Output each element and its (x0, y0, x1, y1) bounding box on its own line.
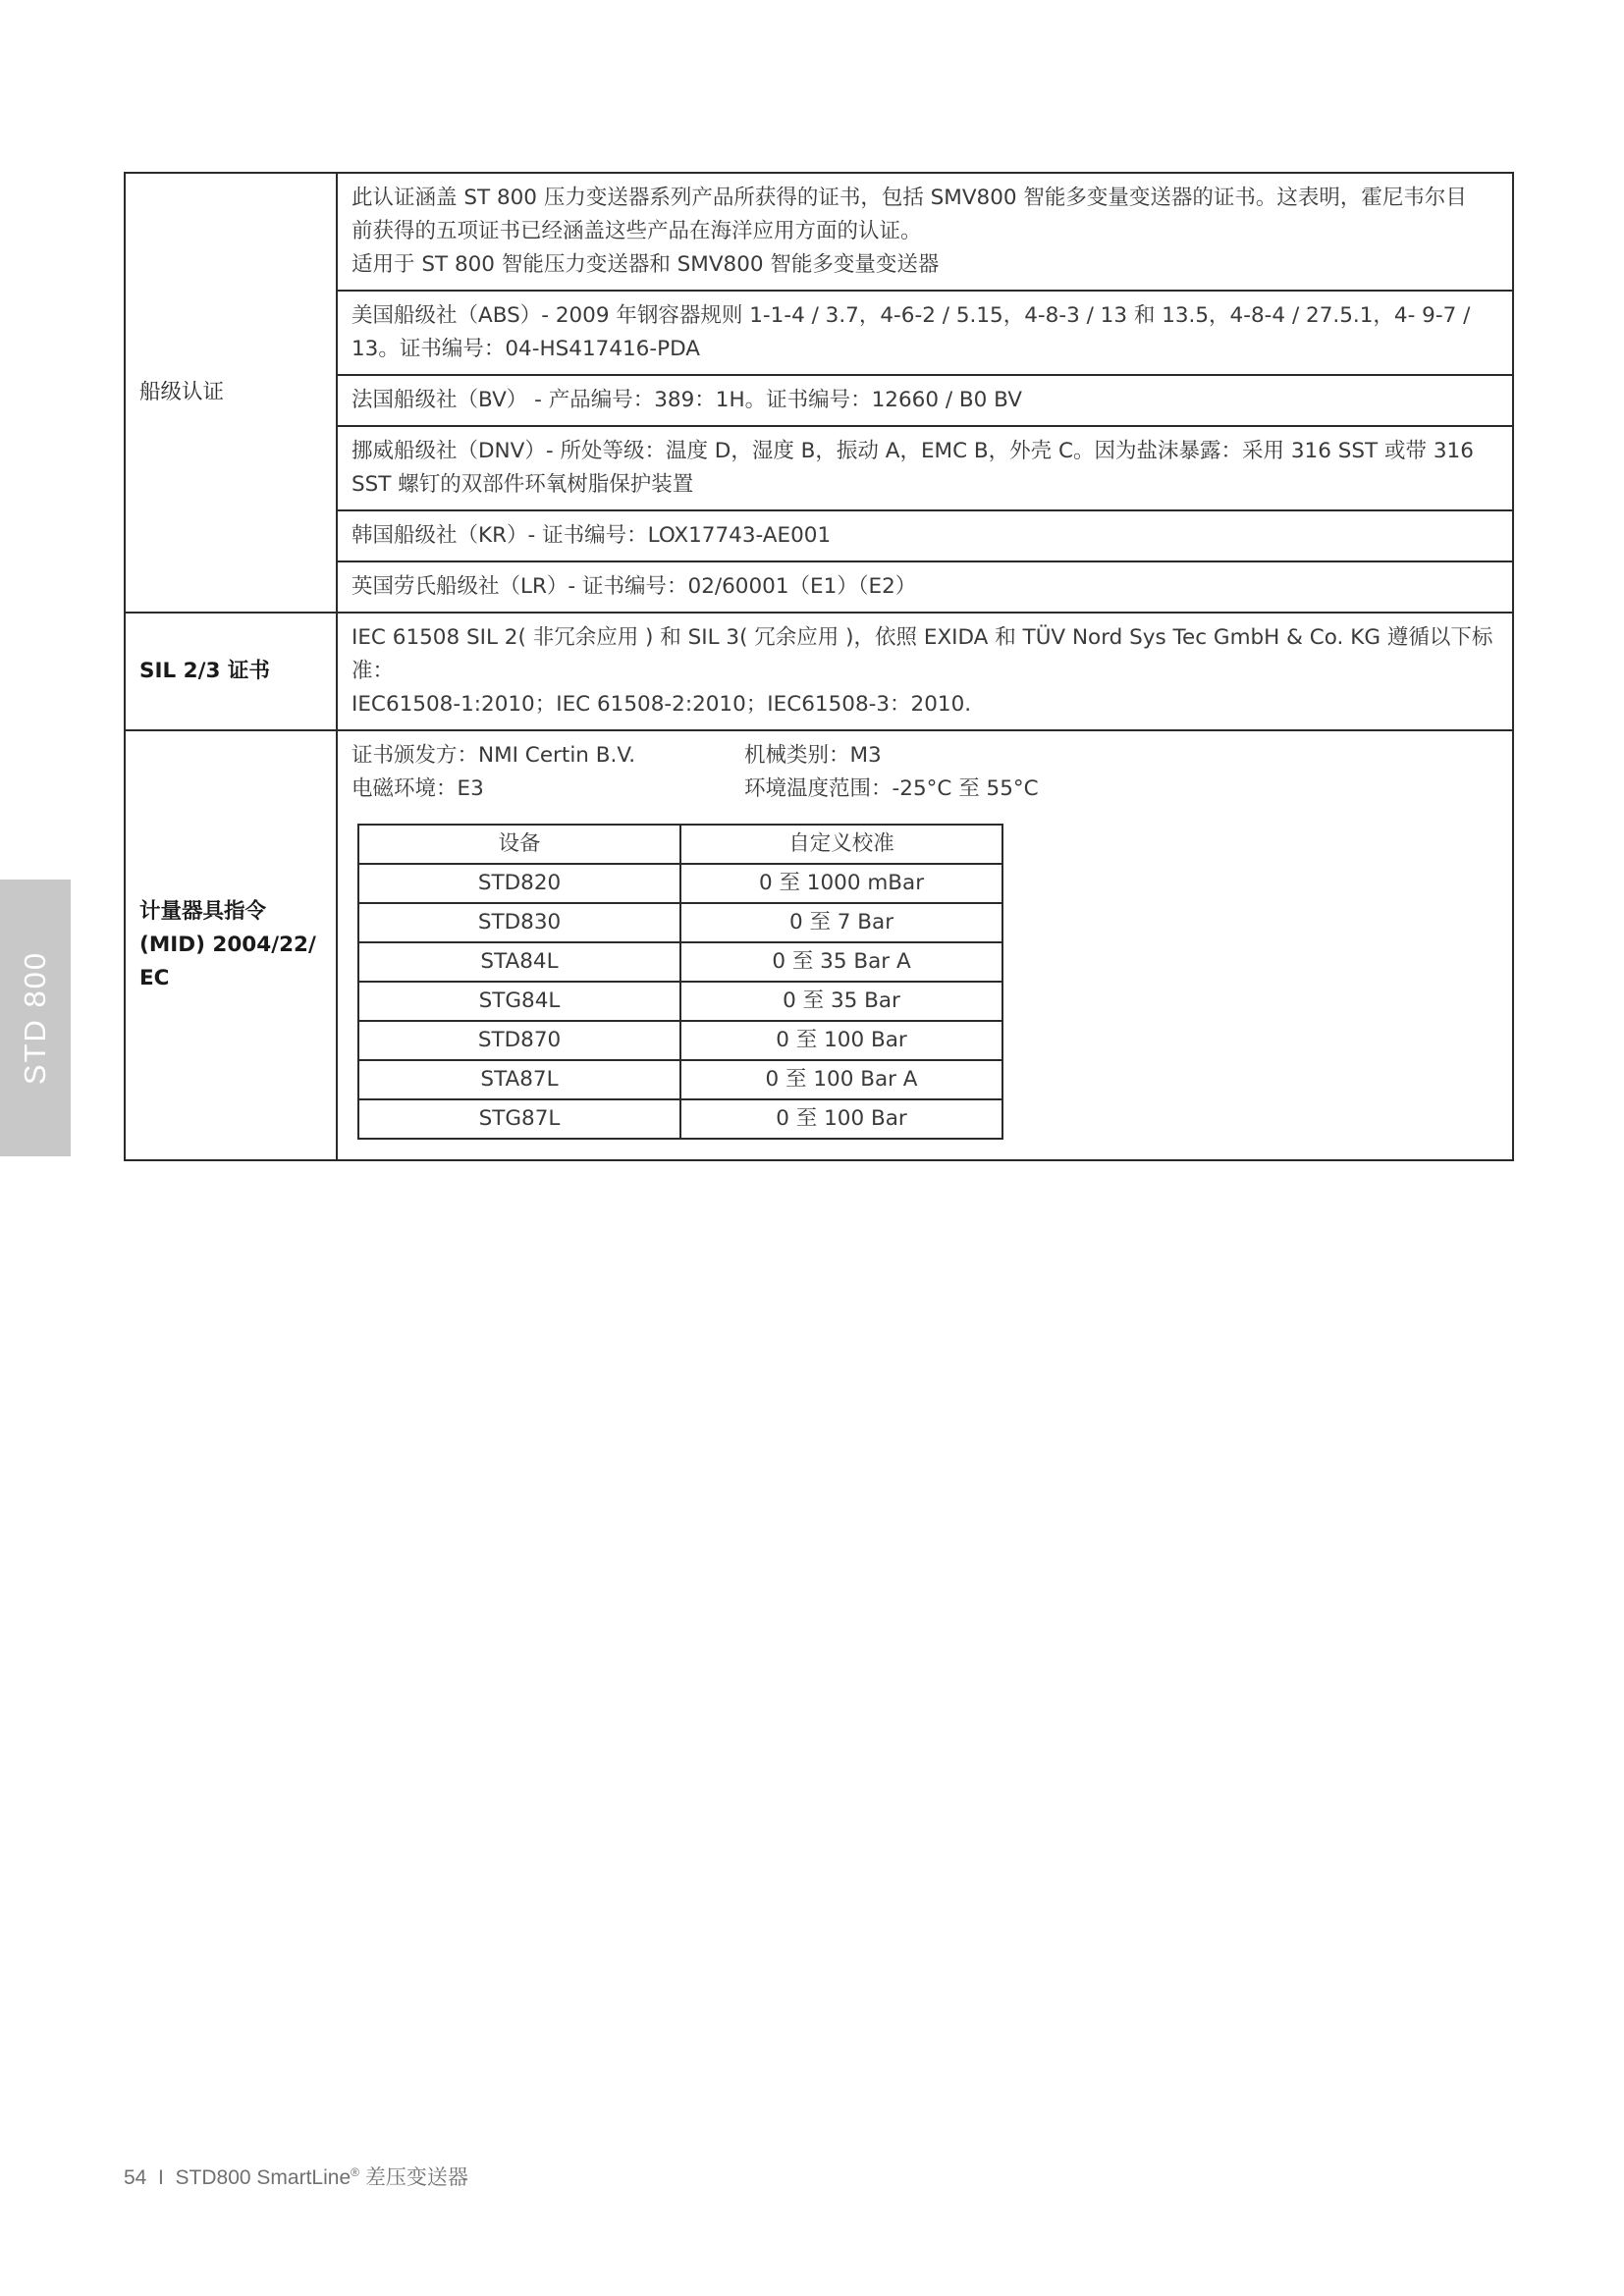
marine-kr: 韩国船级社（KR）- 证书编号：LOX17743-AE001 (337, 510, 1513, 561)
mid-label (125, 730, 337, 1160)
calibration-cell: 0 至 100 Bar (680, 1021, 1002, 1060)
marine-dnv (337, 426, 1513, 510)
marine-intro (337, 173, 1513, 291)
text-line: 挪威船级社（DNV）- 所处等级：温度 D，湿度 B，振动 A，EMC B，外壳 C。因为盐沫暴露：采用 316 SST 或带 316 (352, 439, 1474, 463)
text-line: IEC61508-1:2010；IEC 61508-2:2010；IEC61508-3：2010. (352, 692, 972, 717)
text-line: SST 螺钉的双部件环氧树脂保护装置 (352, 472, 694, 497)
page-number: 54 (124, 2166, 147, 2189)
marine-lr: 英国劳氏船级社（LR）- 证书编号：02/60001（E1）（E2） (337, 561, 1513, 613)
mid-temp-range: 环境温度范围：-25°C 至 55°C (744, 776, 1039, 801)
calibration-cell: 0 至 7 Bar (680, 903, 1002, 942)
marine-label: 船级认证 (125, 173, 337, 613)
table-row (358, 982, 1002, 1021)
table-row (358, 942, 1002, 982)
calibration-cell: 0 至 100 Bar (680, 1099, 1002, 1139)
marine-bv: 法国船级社（BV） - 产品编号：389：1H。证书编号：12660 / B0 BV (337, 375, 1513, 426)
marine-intro-row (125, 173, 1513, 291)
device-cell: STA84L (358, 942, 680, 982)
text-line: EC (139, 966, 170, 990)
mid-issuer: 证书颁发方：NMI Certin B.V. (352, 743, 636, 768)
text-line: 适用于 ST 800 智能压力变送器和 SMV800 智能多变量变送器 (352, 252, 940, 277)
sil-label: SIL 2/3 证书 (125, 613, 337, 730)
mid-emc-env: 电磁环境：E3 (352, 776, 484, 801)
text-line: IEC 61508 SIL 2( 非冗余应用 ) 和 SIL 3( 冗余应用 )，依照 EXIDA 和 TÜV Nord Sys Tec GmbH & Co. KG 遵循以下标准： (352, 625, 1493, 683)
registered-mark: ® (351, 2165, 359, 2179)
calibration-table (357, 824, 1003, 1140)
header-device: 设备 (358, 825, 680, 864)
footer-title-suffix: 差压变送器 (358, 2166, 468, 2189)
device-cell: STD820 (358, 864, 680, 903)
text-line: 美国船级社（ABS）- 2009 年钢容器规则 1-1-4 / 3.7，4-6-2 / 5.15，4-8-3 / 13 和 13.5，4-8-4 / 27.5.1，4- 9-7 / (352, 303, 1471, 328)
sil-row (125, 613, 1513, 730)
mid-details (352, 739, 1498, 806)
marine-abs (337, 291, 1513, 375)
table-row (358, 903, 1002, 942)
calibration-cell: 0 至 100 Bar A (680, 1060, 1002, 1099)
footer-separator: I (158, 2166, 164, 2189)
footer-title: STD800 SmartLine (175, 2166, 352, 2189)
mid-row (125, 730, 1513, 1160)
calibration-cell: 0 至 35 Bar (680, 982, 1002, 1021)
calibration-cell: 0 至 35 Bar A (680, 942, 1002, 982)
table-row (358, 1099, 1002, 1139)
text-line: 前获得的五项证书已经涵盖这些产品在海洋应用方面的认证。 (352, 219, 922, 243)
text-line: 13。证书编号：04-HS417416-PDA (352, 337, 700, 361)
device-cell: STD870 (358, 1021, 680, 1060)
table-row (358, 864, 1002, 903)
device-cell: STG87L (358, 1099, 680, 1139)
header-calibration: 自定义校准 (680, 825, 1002, 864)
device-cell: STD830 (358, 903, 680, 942)
text-line: 此认证涵盖 ST 800 压力变送器系列产品所获得的证书，包括 SMV800 智能多变量变送器的证书。这表明，霍尼韦尔目 (352, 186, 1467, 210)
page-footer (124, 2162, 468, 2191)
side-tab (0, 880, 71, 1156)
mid-body (337, 730, 1513, 1160)
sil-body (337, 613, 1513, 730)
table-row (358, 1021, 1002, 1060)
calibration-cell: 0 至 1000 mBar (680, 864, 1002, 903)
text-line: (MID) 2004/22/ (139, 933, 316, 957)
device-cell: STA87L (358, 1060, 680, 1099)
text-line: 计量器具指令 (139, 899, 267, 924)
device-cell: STG84L (358, 982, 680, 1021)
mid-mech-class: 机械类别：M3 (744, 743, 882, 768)
side-tab-label: STD 800 (18, 950, 52, 1086)
table-row (358, 1060, 1002, 1099)
certification-table (124, 172, 1514, 1161)
calibration-header-row (358, 825, 1002, 864)
